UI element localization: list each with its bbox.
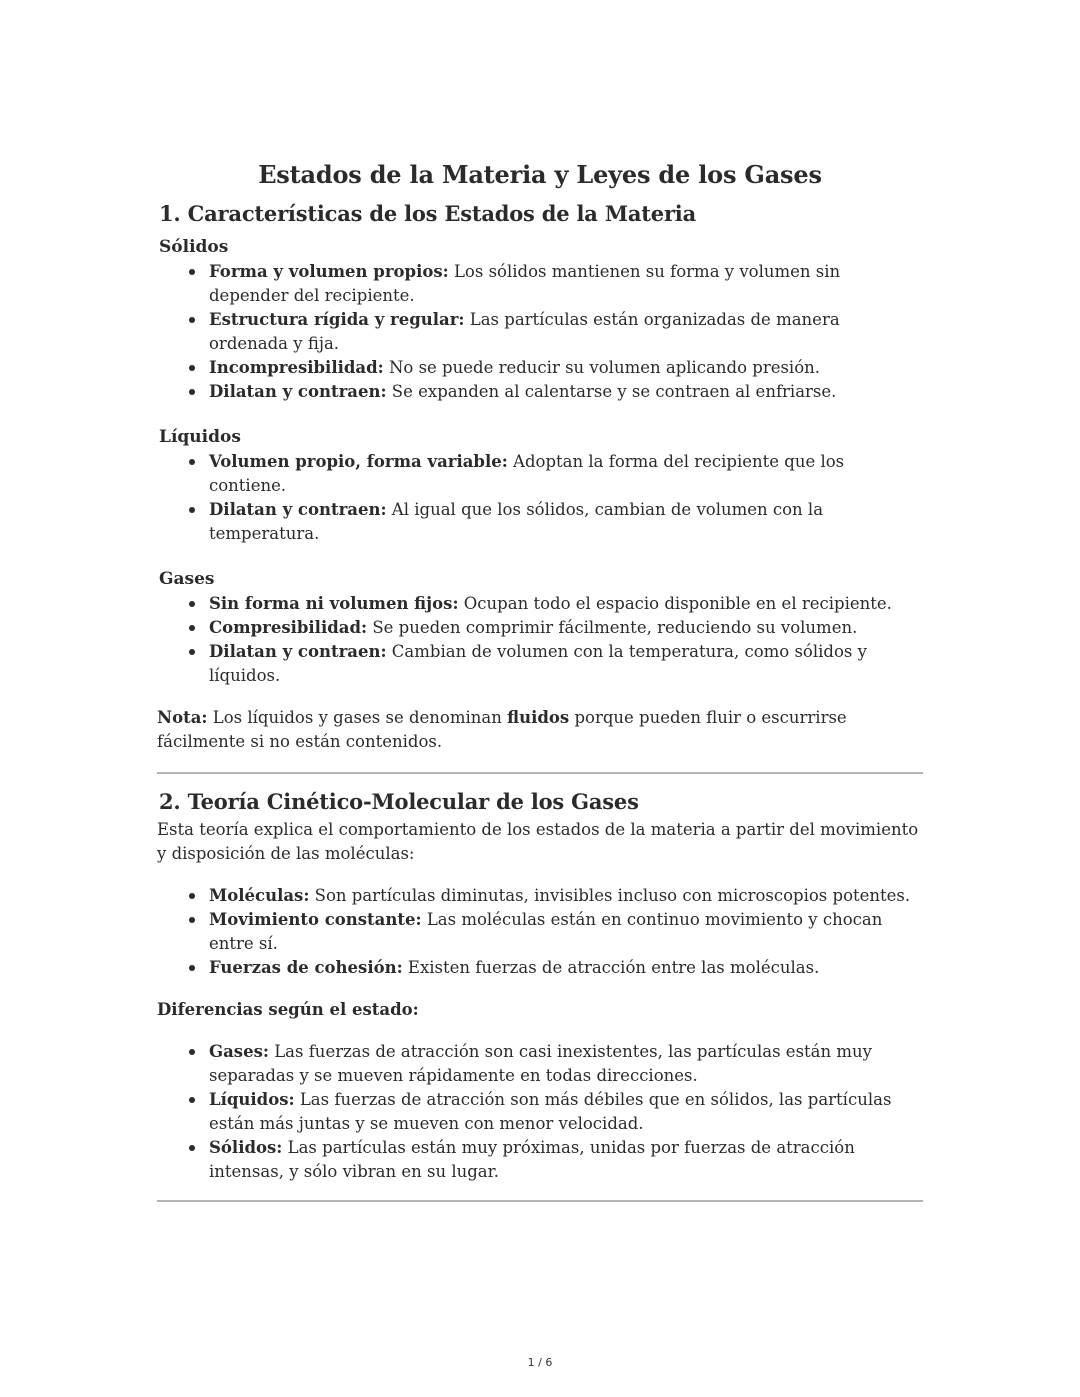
solidos-heading: Sólidos — [159, 237, 229, 257]
list-item — [209, 1136, 923, 1184]
item-term: Forma y volumen propios: — [209, 262, 449, 281]
item-text: Existen fuerzas de atracción entre las moléculas. — [402, 958, 820, 977]
list-item — [209, 356, 923, 380]
item-term: Compresibilidad: — [209, 618, 368, 637]
differences-heading — [157, 998, 923, 1022]
item-term: Dilatan y contraen: — [209, 382, 387, 401]
list-item — [209, 1040, 923, 1088]
item-text: Al igual que los sólidos, cambian de volumen con la temperatura. — [209, 500, 824, 543]
note-text-after: porque pueden fluir o escurrirse fácilmente si no están contenidos. — [157, 708, 847, 751]
item-term: Dilatan y contraen: — [209, 642, 387, 661]
section1-heading: 1. Características de los Estados de la Materia — [159, 201, 696, 226]
item-text: Se pueden comprimir fácilmente, reduciendo su volumen. — [367, 618, 858, 637]
list-item — [209, 592, 923, 616]
gases-heading: Gases — [159, 569, 215, 589]
solidos-list — [157, 260, 923, 404]
gases-list — [157, 592, 923, 688]
divider — [157, 1200, 923, 1202]
item-term: Estructura rígida y regular: — [209, 310, 465, 329]
list-item — [209, 616, 923, 640]
item-text: Las moléculas están en continuo movimiento y chocan entre sí. — [209, 910, 883, 953]
item-text: Ocupan todo el espacio disponible en el recipiente. — [458, 594, 892, 613]
page-number: 1 / 6 — [527, 1356, 553, 1369]
item-text: Son partículas diminutas, invisibles incluso con microscopios potentes. — [309, 886, 911, 905]
note-bold-term: fluidos — [507, 708, 570, 727]
list-item — [209, 260, 923, 308]
item-text: Se expanden al calentarse y se contraen al enfriarse. — [386, 382, 837, 401]
item-text: Adoptan la forma del recipiente que los contiene. — [209, 452, 845, 495]
item-term: Movimiento constante: — [209, 910, 422, 929]
item-text: Cambian de volumen con la temperatura, como sólidos y líquidos. — [209, 642, 867, 685]
list-item — [209, 956, 923, 980]
item-term: Líquidos: — [209, 1090, 295, 1109]
item-term: Sin forma ni volumen fijos: — [209, 594, 459, 613]
note-text-before: Los líquidos y gases se denominan — [207, 708, 508, 727]
differences-list — [157, 1040, 923, 1184]
note-label: Nota: — [157, 708, 208, 727]
document-page — [157, 158, 923, 1202]
divider — [157, 772, 923, 774]
list-item — [209, 498, 923, 546]
item-text: Los sólidos mantienen su forma y volumen sin depender del recipiente. — [209, 262, 841, 305]
item-term: Volumen propio, forma variable: — [209, 452, 508, 471]
list-item — [209, 1088, 923, 1136]
item-text: Las partículas están muy próximas, unidas por fuerzas de atracción intensas, y sólo vibran en su lugar. — [209, 1138, 855, 1181]
item-term: Fuerzas de cohesión: — [209, 958, 403, 977]
list-item — [209, 908, 923, 956]
list-item — [209, 308, 923, 356]
list-item — [209, 450, 923, 498]
item-text: Las partículas están organizadas de manera ordenada y fija. — [209, 310, 840, 353]
differences-heading-text: Diferencias según el estado: — [157, 1000, 419, 1019]
theory-list — [157, 884, 923, 980]
item-term: Dilatan y contraen: — [209, 500, 387, 519]
liquidos-heading: Líquidos — [159, 427, 241, 447]
document-title: Estados de la Materia y Leyes de los Gases — [258, 160, 822, 189]
list-item — [209, 380, 923, 404]
list-item — [209, 884, 923, 908]
section2-intro: Esta teoría explica el comportamiento de los estados de la materia a partir del movimiento y disposición de las moléculas: — [157, 820, 919, 863]
note-paragraph — [157, 706, 923, 754]
item-text: Las fuerzas de atracción son casi inexistentes, las partículas están muy separadas y se mueven rápidamente en todas direcciones. — [209, 1042, 872, 1085]
item-term: Gases: — [209, 1042, 269, 1061]
list-item — [209, 640, 923, 688]
liquidos-list — [157, 450, 923, 546]
item-text: No se puede reducir su volumen aplicando presión. — [383, 358, 821, 377]
item-term: Sólidos: — [209, 1138, 283, 1157]
section2-heading: 2. Teoría Cinético-Molecular de los Gases — [159, 789, 639, 814]
item-text: Las fuerzas de atracción son más débiles que en sólidos, las partículas están más juntas y se mueven con menor velocidad. — [209, 1090, 892, 1133]
item-term: Moléculas: — [209, 886, 310, 905]
item-term: Incompresibilidad: — [209, 358, 384, 377]
